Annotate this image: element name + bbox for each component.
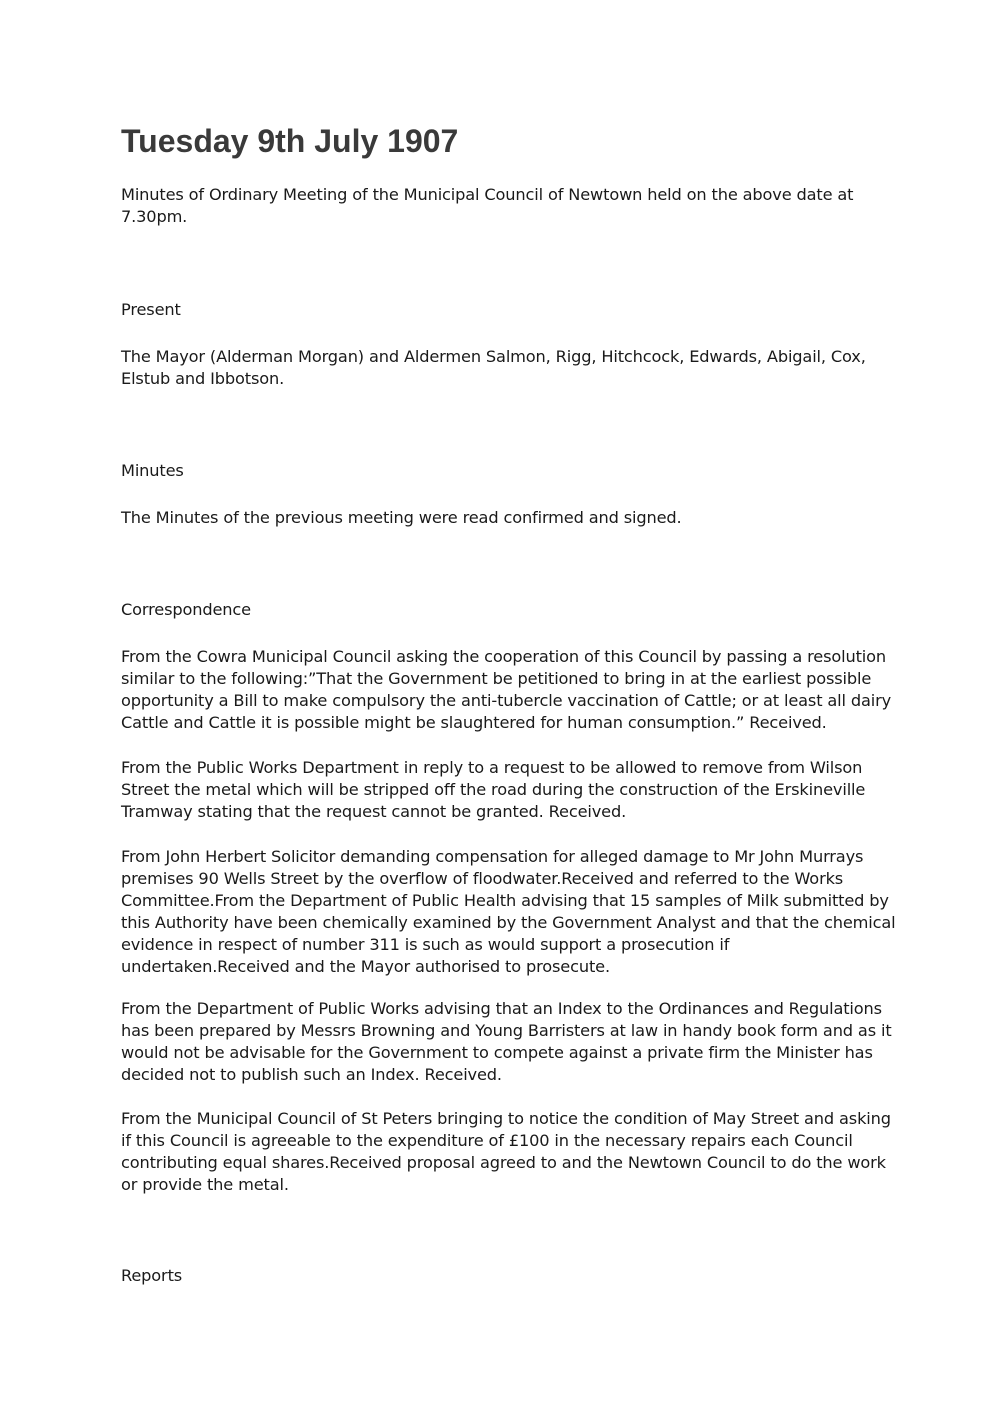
text-line: Elstub and Ibbotson. bbox=[121, 369, 285, 388]
present-heading: Present bbox=[121, 300, 181, 319]
minutes-paragraph bbox=[121, 507, 881, 529]
text-line: Street the metal which will be stripped off the road during the construction of the Erskineville bbox=[121, 780, 866, 799]
minutes-heading: Minutes bbox=[121, 461, 184, 480]
text-line: premises 90 Wells Street by the overflow of floodwater.Received and referred to the Works bbox=[121, 869, 844, 888]
text-line: The Mayor (Alderman Morgan) and Aldermen Salmon, Rigg, Hitchcock, Edwards, Abigail, Cox, bbox=[121, 347, 866, 366]
text-line: Minutes of Ordinary Meeting of the Municipal Council of Newtown held on the above date at bbox=[121, 185, 854, 204]
text-line: From the Department of Public Works advising that an Index to the Ordinances and Regulations bbox=[121, 999, 882, 1018]
text-line: has been prepared by Messrs Browning and Young Barristers at law in handy book form and as it bbox=[121, 1021, 892, 1040]
text-line: From the Public Works Department in reply to a request to be allowed to remove from Wilson bbox=[121, 758, 863, 777]
text-line: or provide the metal. bbox=[121, 1175, 289, 1194]
correspondence-item bbox=[121, 846, 896, 978]
text-line: decided not to publish such an Index. Received. bbox=[121, 1065, 502, 1084]
reports-heading: Reports bbox=[121, 1266, 183, 1285]
text-line: 7.30pm. bbox=[121, 207, 188, 226]
correspondence-heading: Correspondence bbox=[121, 600, 251, 619]
correspondence-item bbox=[121, 998, 892, 1086]
text-line: opportunity a Bill to make compulsory the anti-tubercle vaccination of Cattle; or at least all dairy bbox=[121, 691, 892, 710]
text-line: would not be advisable for the Government to compete against a private firm the Minister has bbox=[121, 1043, 873, 1062]
correspondence-item bbox=[121, 646, 892, 734]
text-line: The Minutes of the previous meeting were read confirmed and signed. bbox=[121, 508, 682, 527]
text-line: if this Council is agreeable to the expenditure of £100 in the necessary repairs each Council bbox=[121, 1131, 853, 1150]
text-line: undertaken.Received and the Mayor authorised to prosecute. bbox=[121, 957, 610, 976]
text-line: Cattle and Cattle it is possible might be slaughtered for human consumption.” Received. bbox=[121, 713, 827, 732]
text-line: Committee.From the Department of Public Health advising that 15 samples of Milk submitted by bbox=[121, 891, 889, 910]
text-line: From the Cowra Municipal Council asking the cooperation of this Council by passing a resolution bbox=[121, 647, 887, 666]
text-line: From the Municipal Council of St Peters bringing to notice the condition of May Street and asking bbox=[121, 1109, 891, 1128]
correspondence-item bbox=[121, 757, 881, 823]
text-line: this Authority have been chemically examined by the Government Analyst and that the chemical bbox=[121, 913, 896, 932]
present-paragraph bbox=[121, 346, 881, 390]
intro-paragraph bbox=[121, 184, 881, 228]
text-line: similar to the following:”That the Government be petitioned to bring in at the earliest possible bbox=[121, 669, 872, 688]
correspondence-item bbox=[121, 1108, 891, 1196]
text-line: From John Herbert Solicitor demanding compensation for alleged damage to Mr John Murrays bbox=[121, 847, 864, 866]
page-title: Tuesday 9th July 1907 bbox=[121, 123, 459, 159]
text-line: contributing equal shares.Received proposal agreed to and the Newtown Council to do the work bbox=[121, 1153, 886, 1172]
text-line: evidence in respect of number 311 is such as would support a prosecution if bbox=[121, 935, 730, 954]
text-line: Tramway stating that the request cannot be granted. Received. bbox=[121, 802, 627, 821]
